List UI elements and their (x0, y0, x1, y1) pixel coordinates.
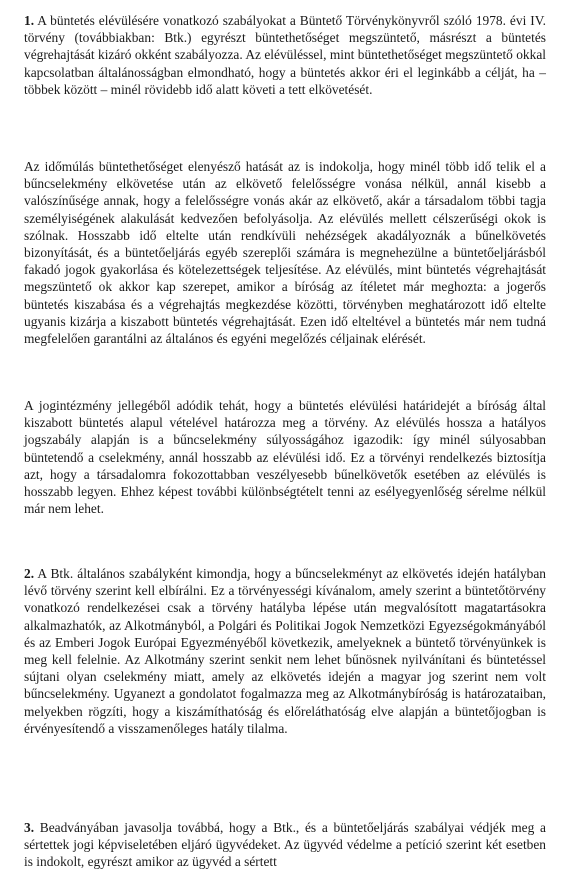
paragraph-number: 1. (24, 13, 35, 28)
paragraph-text: A Btk. általános szabályként kimondja, hogy a bűncselekményt az elkövetés idején hatályban lévő törvény szerint kell elbírálni. Ez a törvényességi kívánalom, amely szerint a büntetőtörvény vonatkozó rendelkezései csak a törvény hatályba lépése után megvalósított magatartásokra alkalmazhatók, az Alkotmányból, a Polgári és Politikai Jogok Nemzetközi Egyezségokmányából és az Emberi Jogok Európai Egyezményéből következik, amelyeknek a büntető törvényünkek is meg kell felelnie. Az Alkotmány szerint senkit nem lehet bűnösnek nyilvánítani és büntetéssel sújtani olyan cselekmény miatt, amely az elkövetés idején a magyar jog szerint nem volt bűncselekmény. Ugyanezt a gondolatot fogalmazza meg az Alkotmánybíróság is határozataiban, melyekben rögzíti, hogy a kiszámíthatóság és előreláthatóság elve alapján a büntetőjogban is érvényesítendő a visszamenőleges hatály tilalma. (24, 566, 546, 736)
paragraph-text: A büntetés elévülésére vonatkozó szabályokat a Büntető Törvénykönyvről szóló 1978. évi IV. törvény (továbbiakban: Btk.) egyrészt büntethetőséget megszüntető, másrészt a büntetés végrehajtását kizáró okként szabályozza. Az elévüléssel, mint büntethetőséget megszüntető okkal kapcsolatban általánosságban elmondható, hogy a büntetés akkor éri el leginkább a célját, ha – többek között – minél rövidebb idő alatt követi a tett elkövetését. (24, 13, 547, 97)
paragraph-1 (24, 12, 546, 98)
paragraph-text: Az időmúlás büntethetőséget elenyésző hatását az is indokolja, hogy minél több idő telik el a bűncselekmény elkövetése után az elkövető felelősségre vonása nélkül, annál kisebb a valószínűsége annak, hogy a felelősségre vonás akár az elkövető, akár a társadalom többi tagja személyiségének alakulását kedvezően befolyásolja. Az elévülés mellett célszerűségi okok is szólnak. Hosszabb idő eltelte után rendkívüli nehézségek akadályoznák a bűnelkövetés bizonyítását, és a büntetőeljárás egyéb szereplői számára is megnehezülne a büntetőeljárásból fakadó jogok gyakorlása és kötelezettségek teljesítése. Az elévülés, mint büntetés végrehajtását megszüntető ok akkor kap szerepet, amikor a bíróság az ítéletet már meghozta: a jogerős büntetés kiszabása és a végrehajtás megkezdése közötti, törvényben meghatározott idő eltelte ugyanis kizárja a kiszabott büntetés végrehajtását. Ezen idő elteltével a büntetés már nem tudná megfelelően garantálni az általános és egyéni megelőzés céljainak elérését. (24, 159, 546, 347)
paragraph-2 (24, 158, 546, 347)
paragraph-5 (24, 819, 546, 871)
paragraph-number: 2. (24, 566, 35, 581)
paragraph-text: A jogintézmény jellegéből adódik tehát, hogy a büntetés elévülési határidejét a bíróság által kiszabott büntetés alapul vételével határozza meg a törvény. Az elévülés hossza a hatályos jogszabály alapján is a bűncselekmény súlyosságához igazodik: így minél súlyosabban büntetendő a cselekmény, annál hosszabb az elévülési idő. Ez a törvényi rendelkezés biztosítja azt, hogy a társadalomra fokozottabban veszélyesebb bűnelkövetők esetében az elévülés is hosszabb legyen. Ehhez képest további különbségtételt tenni az esélyegyenlőség sérelme nélkül már nem lehet. (24, 398, 546, 517)
paragraph-3 (24, 397, 546, 517)
paragraph-number: 3. (24, 820, 35, 835)
paragraph-4 (24, 565, 546, 737)
paragraph-text: Beadványában javasolja továbbá, hogy a Btk., és a büntetőeljárás szabályai védjék meg a sértettek jogi képviseletében eljáró ügyvédeket. Az ügyvéd védelme a petíció szerint két esetben is indokolt, egyrészt amikor az ügyvéd a sértett (24, 820, 546, 870)
